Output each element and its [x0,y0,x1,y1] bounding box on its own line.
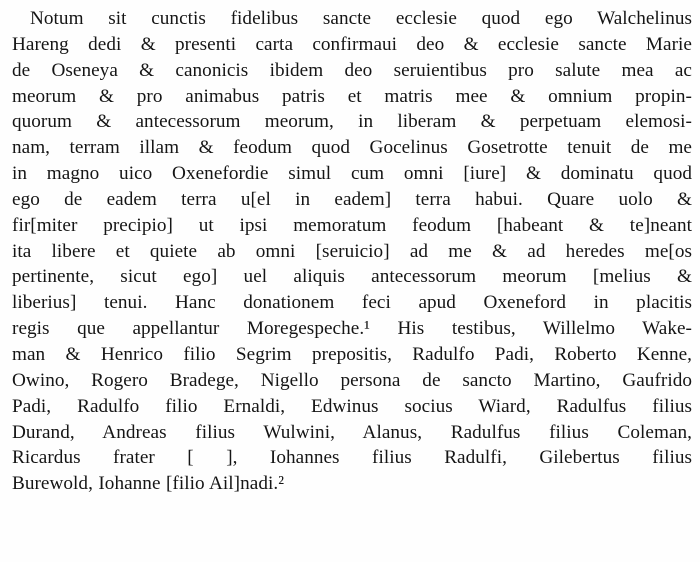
text-line: quorum & antecessorum meorum, in liberam & perpetuam elemosi- [12,111,692,133]
text-line: Hareng dedi & presenti carta confirmaui deo & ecclesie sancte Marie [12,33,692,55]
text-line: regis que appellantur Moregespeche.¹ His testibus, Willelmo Wake- [12,318,692,340]
text-line: fir[miter precipio] ut ipsi memoratum feodum [habeant & te]neant [12,214,692,236]
text-line: ego de eadem terra u[el in eadem] terra habui. Quare uolo & [12,188,692,210]
text-line: de Oseneya & canonicis ibidem deo seruientibus pro salute mea ac [12,59,692,81]
text-line: Owino, Rogero Bradege, Nigello persona de sancto Martino, Gaufrido [12,369,692,391]
text-line: Burewold, Iohanne [filio Ail]nadi.² [12,473,285,495]
text-line: Padi, Radulfo filio Ernaldi, Edwinus socius Wiard, Radulfus filius [12,395,692,417]
text-line: nam, terram illam & feodum quod Gocelinus Gosetrotte tenuit de me [12,137,692,159]
text-line: liberius] tenui. Hanc donationem feci apud Oxeneford in placitis [12,292,692,314]
charter-text [12,6,692,497]
text-line: pertinente, sicut ego] uel aliquis antecessorum meorum [melius & [12,266,692,288]
text-line: in magno uico Oxenefordie simul cum omni [iure] & dominatu quod [12,163,692,185]
text-line: ita libere et quiete ab omni [seruicio] ad me & ad heredes me[os [12,240,692,262]
text-line: Ricardus frater [ ], Iohannes filius Radulfi, Gilebertus filius [12,447,692,469]
text-line: Durand, Andreas filius Wulwini, Alanus, Radulfus filius Coleman, [12,421,692,443]
text-line: meorum & pro animabus patris et matris mee & omnium propin- [12,85,692,107]
text-line: man & Henrico filio Segrim prepositis, Radulfo Padi, Roberto Kenne, [12,343,692,365]
text-line: Notum sit cunctis fidelibus sancte ecclesie quod ego Walchelinus [30,8,692,29]
